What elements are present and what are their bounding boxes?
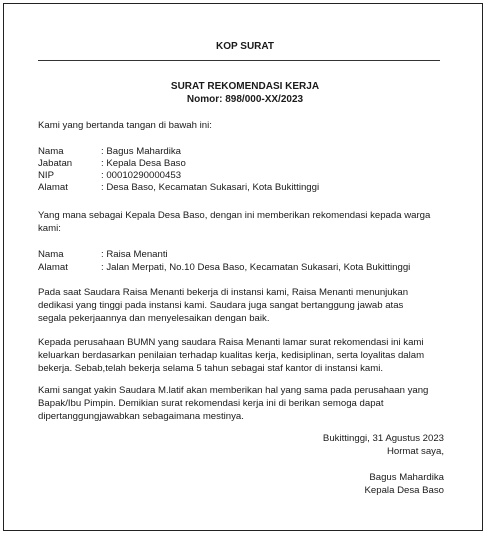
letter-title: SURAT REKOMENDASI KERJA [170,81,320,92]
signer-position: Kepala Desa Baso [364,485,444,496]
paragraph-line: keluarkan berdasarkan penilaian terhadap kualitas kerja, kedisiplinan, serta loyalitas dalam [38,350,425,361]
paragraph-line: Kepada perusahaan BUMN yang saudara Raisa Menanti lamar surat rekomendasi ini kami [38,337,424,348]
signer-position-label: Jabatan [38,158,73,169]
candidate-address-value: : Jalan Merpati, No.10 Desa Baso, Kecamatan Sukasari, Kota Bukittinggi [101,262,411,273]
candidate-address-label: Alamat [38,262,68,273]
signer-nip-label: NIP [38,170,54,181]
paragraph-line: dipertanggungjawabkan sebagaimana mestinya. [38,411,244,422]
paragraph-line: Bapak/Ibu Pimpin. Demikian surat rekomendasi kerja ini di berikan semoga dapat [38,398,384,409]
paragraph-closing-statement [38,384,448,423]
paragraph-line: dedikasi yang tinggi pada instansi kami. Saudara juga sangat bertanggung jawab atas [38,300,404,311]
letter-number: Nomor: 898/000-XX/2023 [186,94,304,105]
signer-address-label: Alamat [38,182,68,193]
salutation: Hormat saya, [386,446,444,457]
recommend-intro-line-2: kami: [38,223,61,234]
paragraph-line: Kami sangat yakin Saudara M.latif akan memberikan hal yang sama pada perusahaan yang [38,385,429,396]
paragraph-line: bekerja. Sebab,telah bekerja selama 5 tahun sebagai staf kantor di instansi kami. [38,363,384,374]
recommend-intro-line-1: Yang mana sebagai Kepala Desa Baso, dengan ini memberikan rekomendasi kepada warga [38,210,431,221]
place-date: Bukittinggi, 31 Agustus 2023 [322,433,444,444]
paragraph-line: segala pekerjaannya dan menyelesaikan dengan baik. [38,313,270,324]
paragraph-recommendation-basis [38,336,448,375]
signer-name-value: : Bagus Mahardika [101,146,181,157]
signer-name-label: Nama [38,146,64,157]
intro-text: Kami yang bertanda tangan di bawah ini: [38,120,212,131]
candidate-name-label: Nama [38,249,64,260]
paragraph-line: Pada saat Saudara Raisa Menanti bekerja di instansi kami, Raisa Menanti menunjukan [38,287,409,298]
signer-position-value: : Kepala Desa Baso [101,158,186,169]
letterhead-divider [38,60,440,61]
paragraph-performance [38,286,448,325]
signer-name: Bagus Mahardika [369,472,444,483]
candidate-name-value: : Raisa Menanti [101,249,168,260]
signer-address-value: : Desa Baso, Kecamatan Sukasari, Kota Bukittinggi [101,182,320,193]
letterhead-title: KOP SURAT [216,41,274,52]
signer-nip-value: : 00010290000453 [101,170,182,181]
